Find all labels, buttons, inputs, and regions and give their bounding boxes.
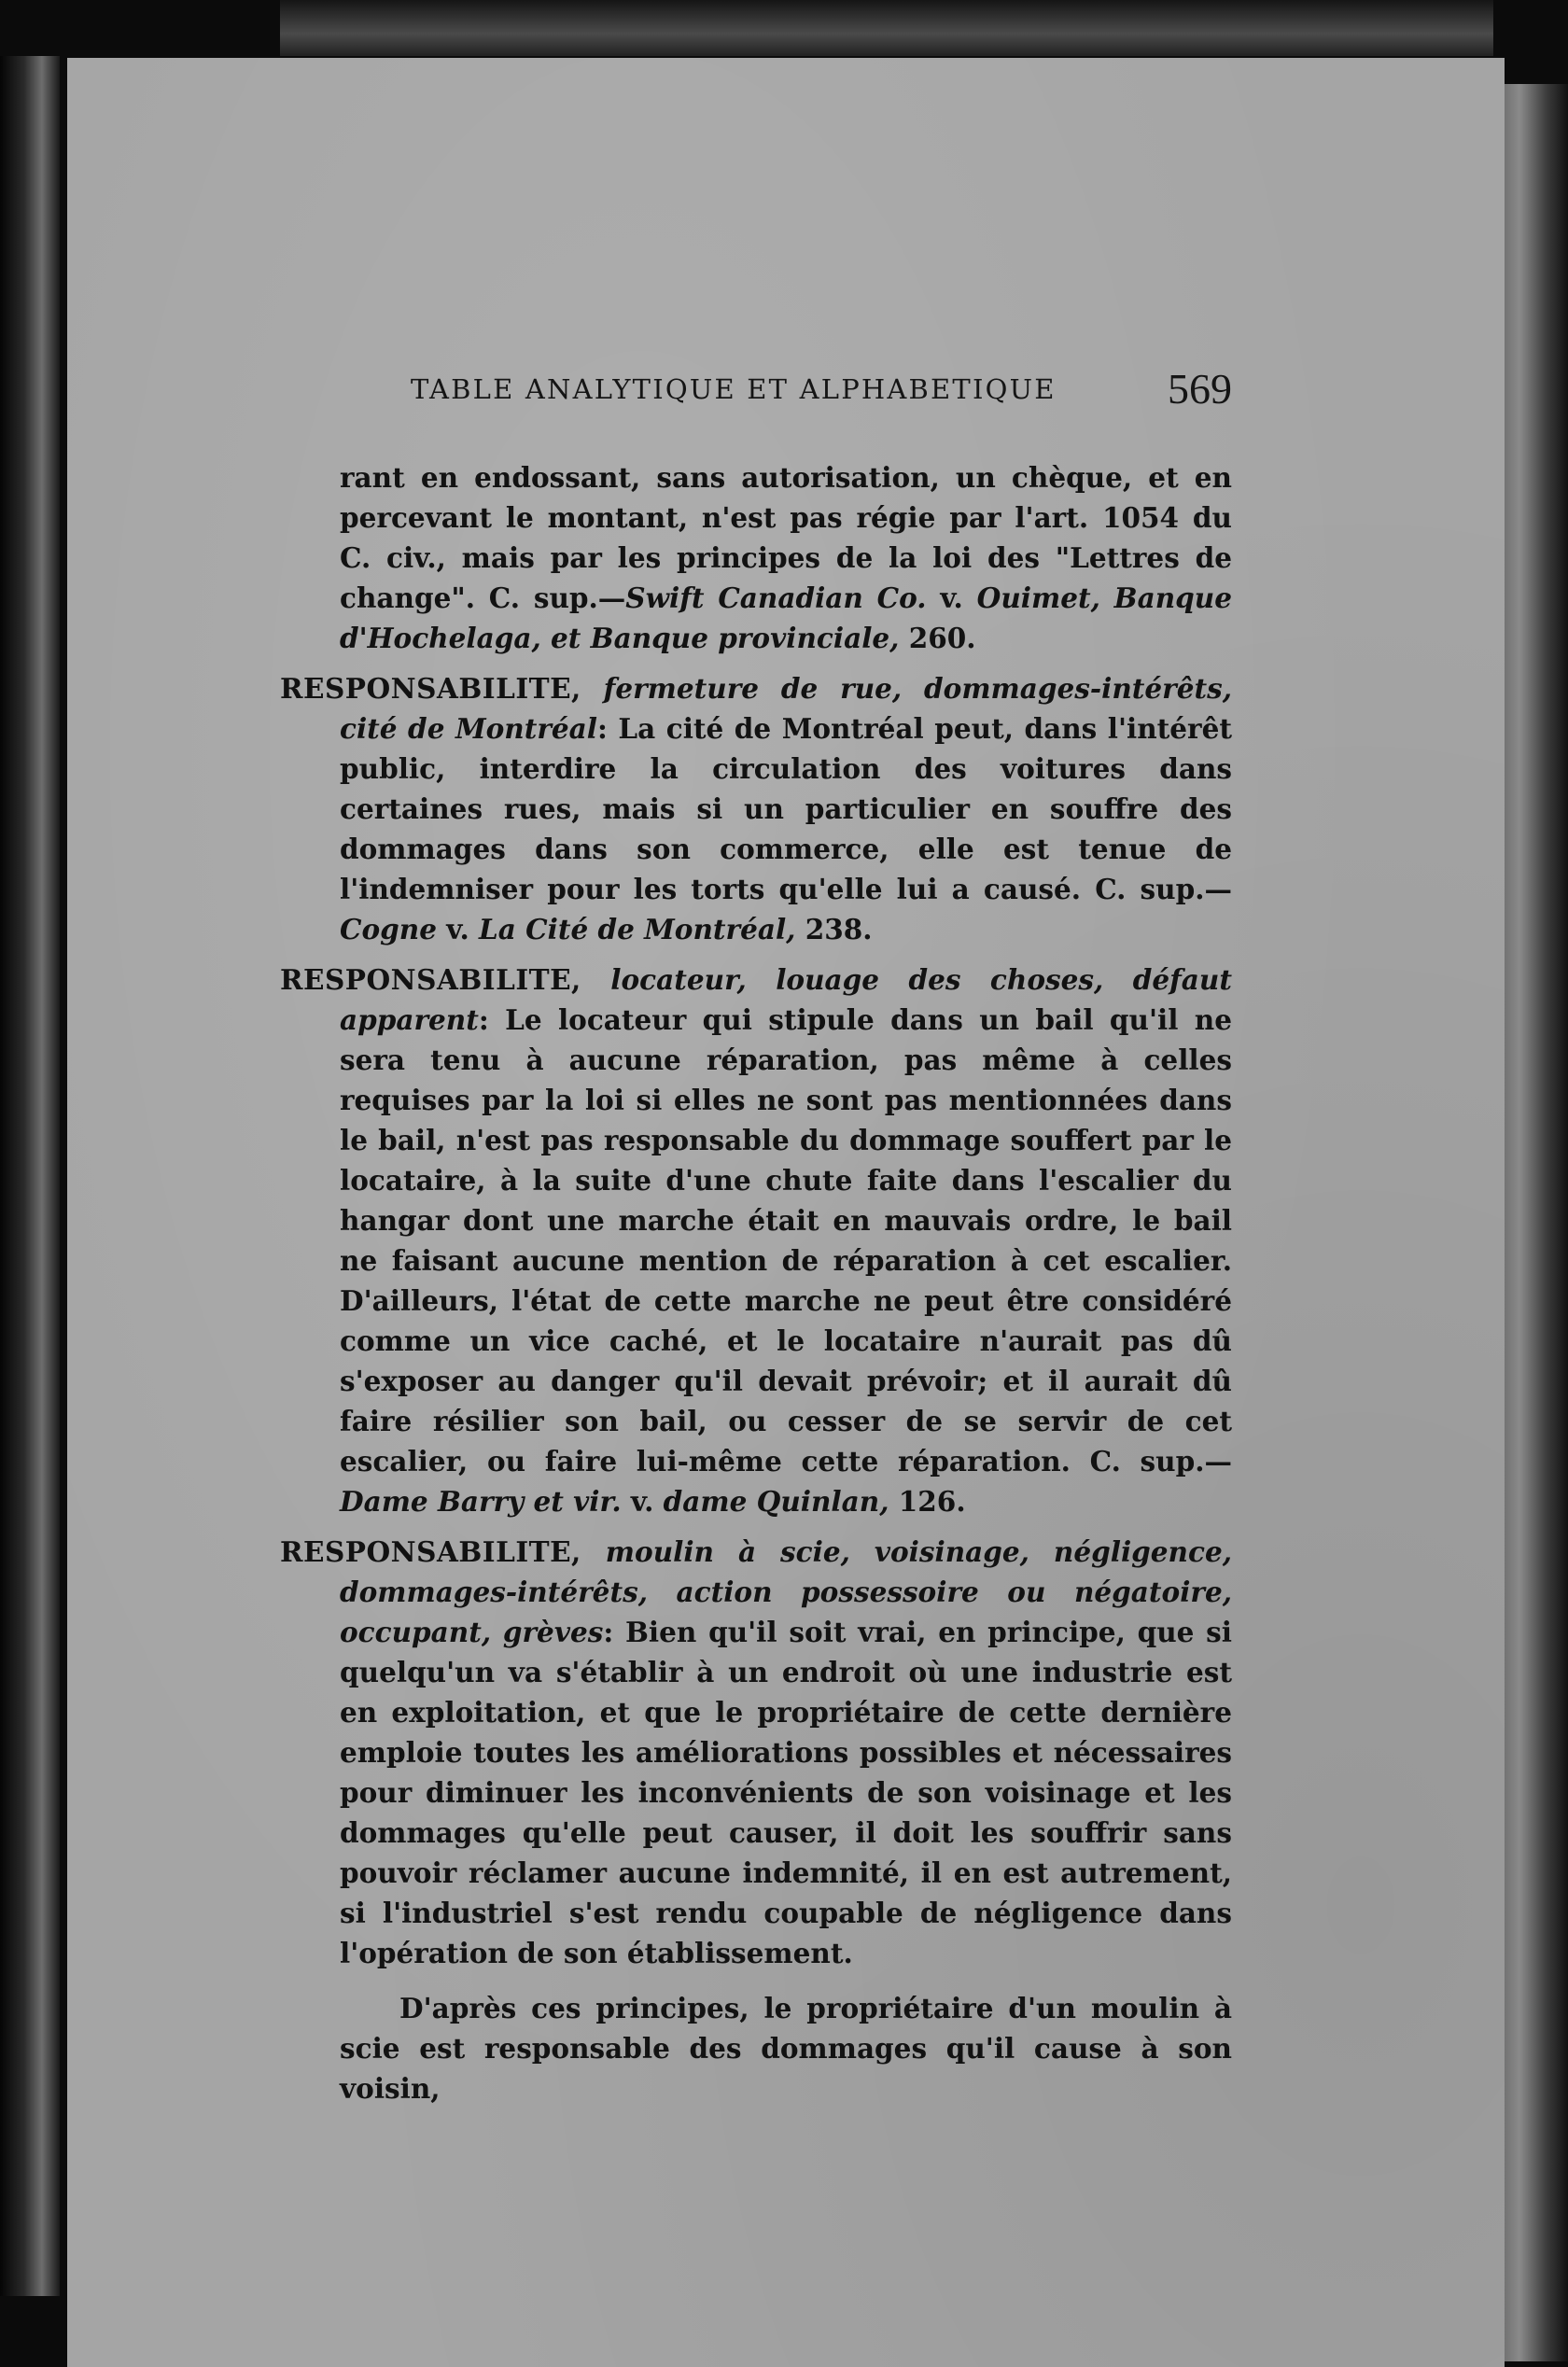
scan-right-edge (1499, 84, 1568, 2361)
entry-headword: RESPONSABILITE, (280, 1535, 581, 1568)
scan-top-edge (280, 0, 1493, 56)
entry-text: : Le locateur qui stipule dans un bail qu'il ne sera tenu à aucune réparation, pas même à celles requises par la loi si elles ne sont pas mentionnées dans le bail, n'est pas responsable du dommage souffert par le locataire, à la suite d'une chute faite dans l'escalier du hangar dont une marche était en mauvais ordre, le bail ne faisant aucune mention de réparation à cet escalier. D'ailleurs, l'état de cette marche ne peut être considéré comme un vice caché, et le locataire n'aurait pas dû s'exposer au danger qu'il devait prévoir; et il aurait dû faire résilier son bail, ou cesser de se servir de cet escalier, ou faire lui-même cette réparation. C. sup.— (340, 1003, 1232, 1478)
entry-headword: RESPONSABILITE, (280, 672, 581, 705)
page-header (411, 365, 1232, 414)
case-party: Dame Barry et vir. (340, 1485, 622, 1518)
entry-keywords: fermeture de rue, dommages-intérêts, cité de Montréal (340, 672, 1232, 745)
entry-keywords: moulin à scie, voisinage, négligence, dommages-intérêts, action possessoire ou négatoire, occupant, grèves (340, 1535, 1232, 1648)
versus: v. (437, 913, 479, 945)
page-content (280, 457, 1232, 2108)
page-reference: 238. (795, 913, 873, 945)
entry-text: : La cité de Montréal peut, dans l'intérêt public, interdire la circulation des voitures dans certaines rues, mais si un particulier en souffre des dommages dans son commerce, elle est tenue de l'indemniser pour les torts qu'elle lui a causé. C. sup.— (340, 712, 1232, 905)
entry-text: : Bien qu'il soit vrai, en principe, que si quelqu'un va s'établir à un endroit où une industrie est en exploitation, et que le propriétaire de cette dernière emploie toutes les améliorations possibles et nécessaires pour diminuer les inconvénients de son voisinage et les dommages qu'elle peut causer, il doit les souffrir sans pouvoir réclamer aucune indemnité, il en est autrement, si l'industriel s'est rendu coupable de négligence dans l'opération de son établissement. (340, 1616, 1232, 1969)
versus: v. (621, 1485, 664, 1518)
versus: v. (926, 581, 977, 614)
continuation-paragraph (280, 457, 1232, 658)
index-entry (280, 959, 1232, 1521)
page-number: 569 (1168, 365, 1232, 413)
running-head: TABLE ANALYTIQUE ET ALPHABETIQUE (411, 373, 1057, 405)
case-party: Cogne (340, 913, 437, 945)
index-entry (280, 1532, 1232, 1973)
case-party: La Cité de Montréal, (479, 913, 796, 945)
continuation-text: rant en endossant, sans autorisation, un chèque, et en percevant le montant, n'est pas régie par l'art. 1054 du C. civ., mais par les principes de la loi des "Lettres de change". C. sup.— (340, 461, 1232, 614)
scan-left-edge (0, 56, 60, 2296)
case-party: Ouimet, Banque d'Hochelaga, et Banque provinciale, (340, 581, 1232, 654)
body-paragraph: D'après ces principes, le propriétaire d'un moulin à scie est responsable des dommages qu'il cause à son voisin, (340, 1992, 1232, 2105)
index-entry (280, 668, 1232, 949)
entry-keywords: locateur, louage des choses, défaut apparent (340, 963, 1232, 1036)
case-party: dame Quinlan, (663, 1485, 889, 1518)
case-party: Swift Canadian Co. (625, 581, 927, 614)
page-reference: 126. (889, 1485, 966, 1518)
page-reference: 260. (899, 622, 976, 654)
entry-headword: RESPONSABILITE, (280, 963, 581, 996)
